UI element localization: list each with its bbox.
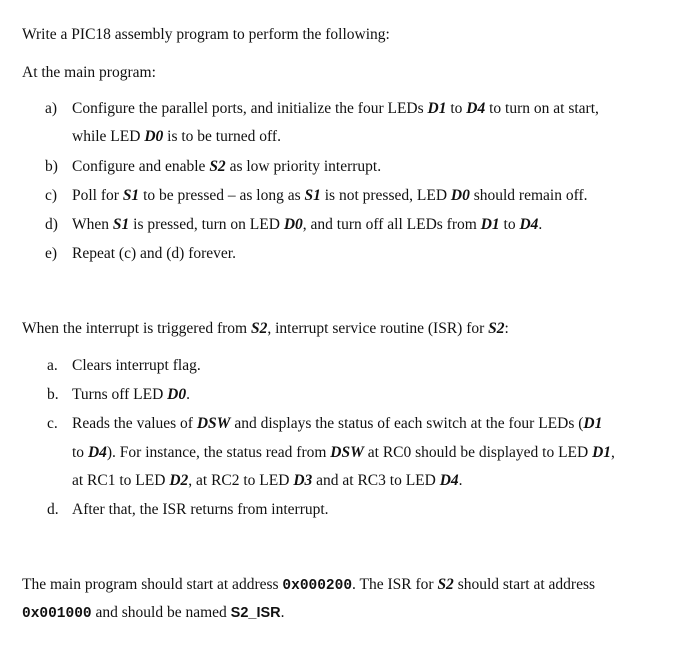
main-item-b-marker: b)	[45, 158, 58, 175]
main-item-b-line1: Configure and enable S2 as low priority interrupt.	[72, 158, 382, 175]
isr-item-d-line1: After that, the ISR returns from interrupt.	[72, 501, 329, 518]
isr-heading: When the interrupt is triggered from S2, interrupt service routine (ISR) for S2:	[22, 320, 509, 337]
isr-item-d-marker: d.	[47, 501, 59, 518]
isr-item-c-line2: to D4). For instance, the status read from DSW at RC0 should be displayed to LED D1,	[72, 444, 615, 461]
isr-item-c-marker: c.	[47, 415, 58, 432]
isr-item-b-marker: b.	[47, 386, 59, 403]
main-item-a-line2: while LED D0 is to be turned off.	[72, 128, 281, 145]
main-item-e-line1: Repeat (c) and (d) forever.	[72, 245, 236, 262]
intro-text: Write a PIC18 assembly program to perform the following:	[22, 26, 390, 43]
isr-item-c-line3: at RC1 to LED D2, at RC2 to LED D3 and at RC3 to LED D4.	[72, 472, 463, 489]
main-item-e-marker: e)	[45, 245, 58, 262]
isr-item-b-line1: Turns off LED D0.	[72, 386, 190, 403]
isr-item-a-line1: Clears interrupt flag.	[72, 357, 201, 374]
main-item-a-line1: Configure the parallel ports, and initialize the four LEDs D1 to D4 to turn on at start,	[72, 100, 599, 117]
isr-item-c-line1: Reads the values of DSW and displays the status of each switch at the four LEDs (D1	[72, 415, 603, 432]
footer-line2: 0x001000 and should be named S2_ISR.	[22, 604, 285, 622]
main-item-d-marker: d)	[45, 216, 58, 233]
isr-routine-name: S2_ISR	[230, 605, 281, 621]
main-item-d-line1: When S1 is pressed, turn on LED D0, and turn off all LEDs from D1 to D4.	[72, 216, 543, 233]
main-address-code: 0x000200	[282, 578, 353, 594]
main-item-c-line1: Poll for S1 to be pressed – as long as S1 is not pressed, LED D0 should remain off.	[72, 187, 588, 204]
isr-address-code: 0x001000	[22, 606, 92, 622]
footer-line1: The main program should start at address 0x000200. The ISR for S2 should start at address	[22, 576, 596, 594]
main-program-heading: At the main program:	[22, 64, 156, 81]
main-item-c-marker: c)	[45, 187, 58, 204]
isr-item-a-marker: a.	[47, 357, 58, 374]
main-item-a-marker: a)	[45, 100, 58, 117]
